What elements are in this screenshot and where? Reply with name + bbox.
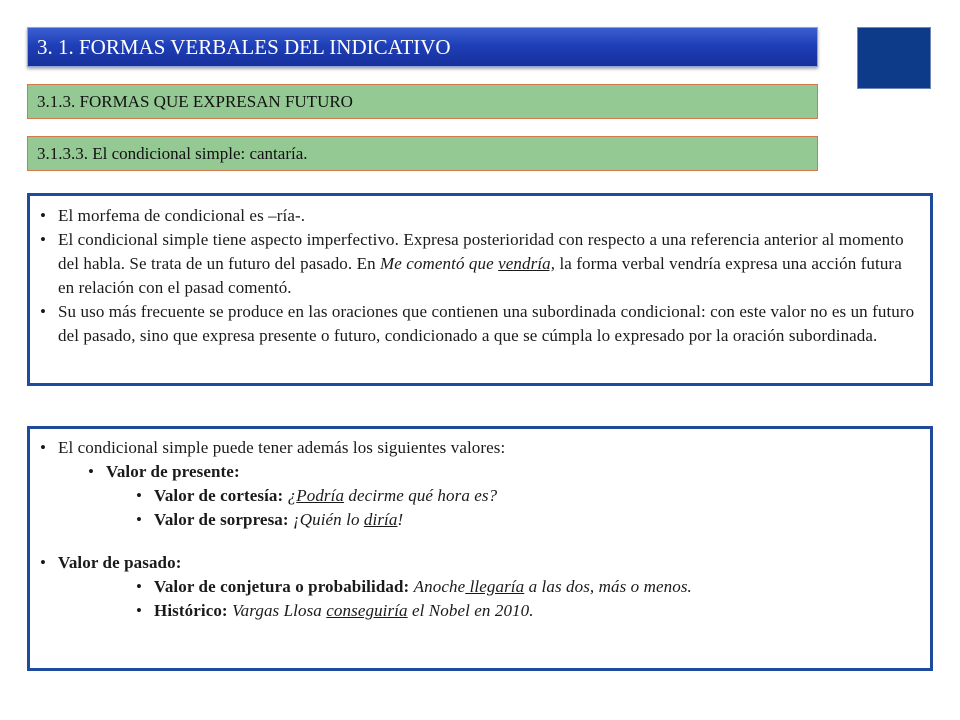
pasado-heading: • Valor de pasado: [40,551,916,575]
cortesia-label: Valor de cortesía: [154,486,284,505]
bullet-uso: • Su uso más frecuente se produce en las oraciones que contienen una subordinada condicional: con este valor no es un futuro del pasado, sino que expresa presente o futuro, condicionado a que se cúmpla lo expresado por la oración subordinada. [40,300,916,348]
example-italic: Me comentó que [380,254,494,273]
historico-verb: conseguiría [326,601,408,620]
slide-title: 3. 1. FORMAS VERBALES DEL INDICATIVO [27,27,818,67]
conjetura-item: • Valor de conjetura o probabilidad: Anoche llegaría a las dos, más o menos. [136,575,916,599]
sorpresa-item: • Valor de sorpresa: ¡Quién lo diría! [136,508,916,532]
presente-heading: • Valor de presente: [88,460,916,484]
sorpresa-label: Valor de sorpresa: [154,510,289,529]
historico-item: • Histórico: Vargas Llosa conseguiría el Nobel en 2010. [136,599,916,623]
conjetura-label: Valor de conjetura o probabilidad: [154,577,410,596]
aspecto-text: El condicional simple tiene aspecto imperfectivo. Expresa posterioridad con respecto a una referencia anterior al momento del habla. Se trata de un futuro del pasado. En [58,230,904,273]
aspecto-rest: la forma verbal vendría expresa una acción futura en relación con el pasad comentó. [58,254,902,297]
definition-panel [27,193,933,386]
conjetura-verb: llegaría [465,577,525,596]
example-verb: vendría, [498,254,556,273]
bullet-aspecto [40,228,916,300]
values-intro: • El condicional simple puede tener además los siguientes valores: [40,436,916,460]
cortesia-verb: Podría [296,486,345,505]
subsection-heading: 3.1.3.3. El condicional simple: cantaría. [27,136,818,171]
historico-label: Histórico: [154,601,228,620]
sorpresa-verb: diría [363,510,398,529]
section-heading: 3.1.3. FORMAS QUE EXPRESAN FUTURO [27,84,818,119]
cortesia-item: • Valor de cortesía: ¿Podría decirme qué hora es? [136,484,916,508]
bullet-morfema: • El morfema de condicional es –ría-. [40,204,916,228]
corner-decoration [857,27,931,89]
values-panel [27,426,933,671]
